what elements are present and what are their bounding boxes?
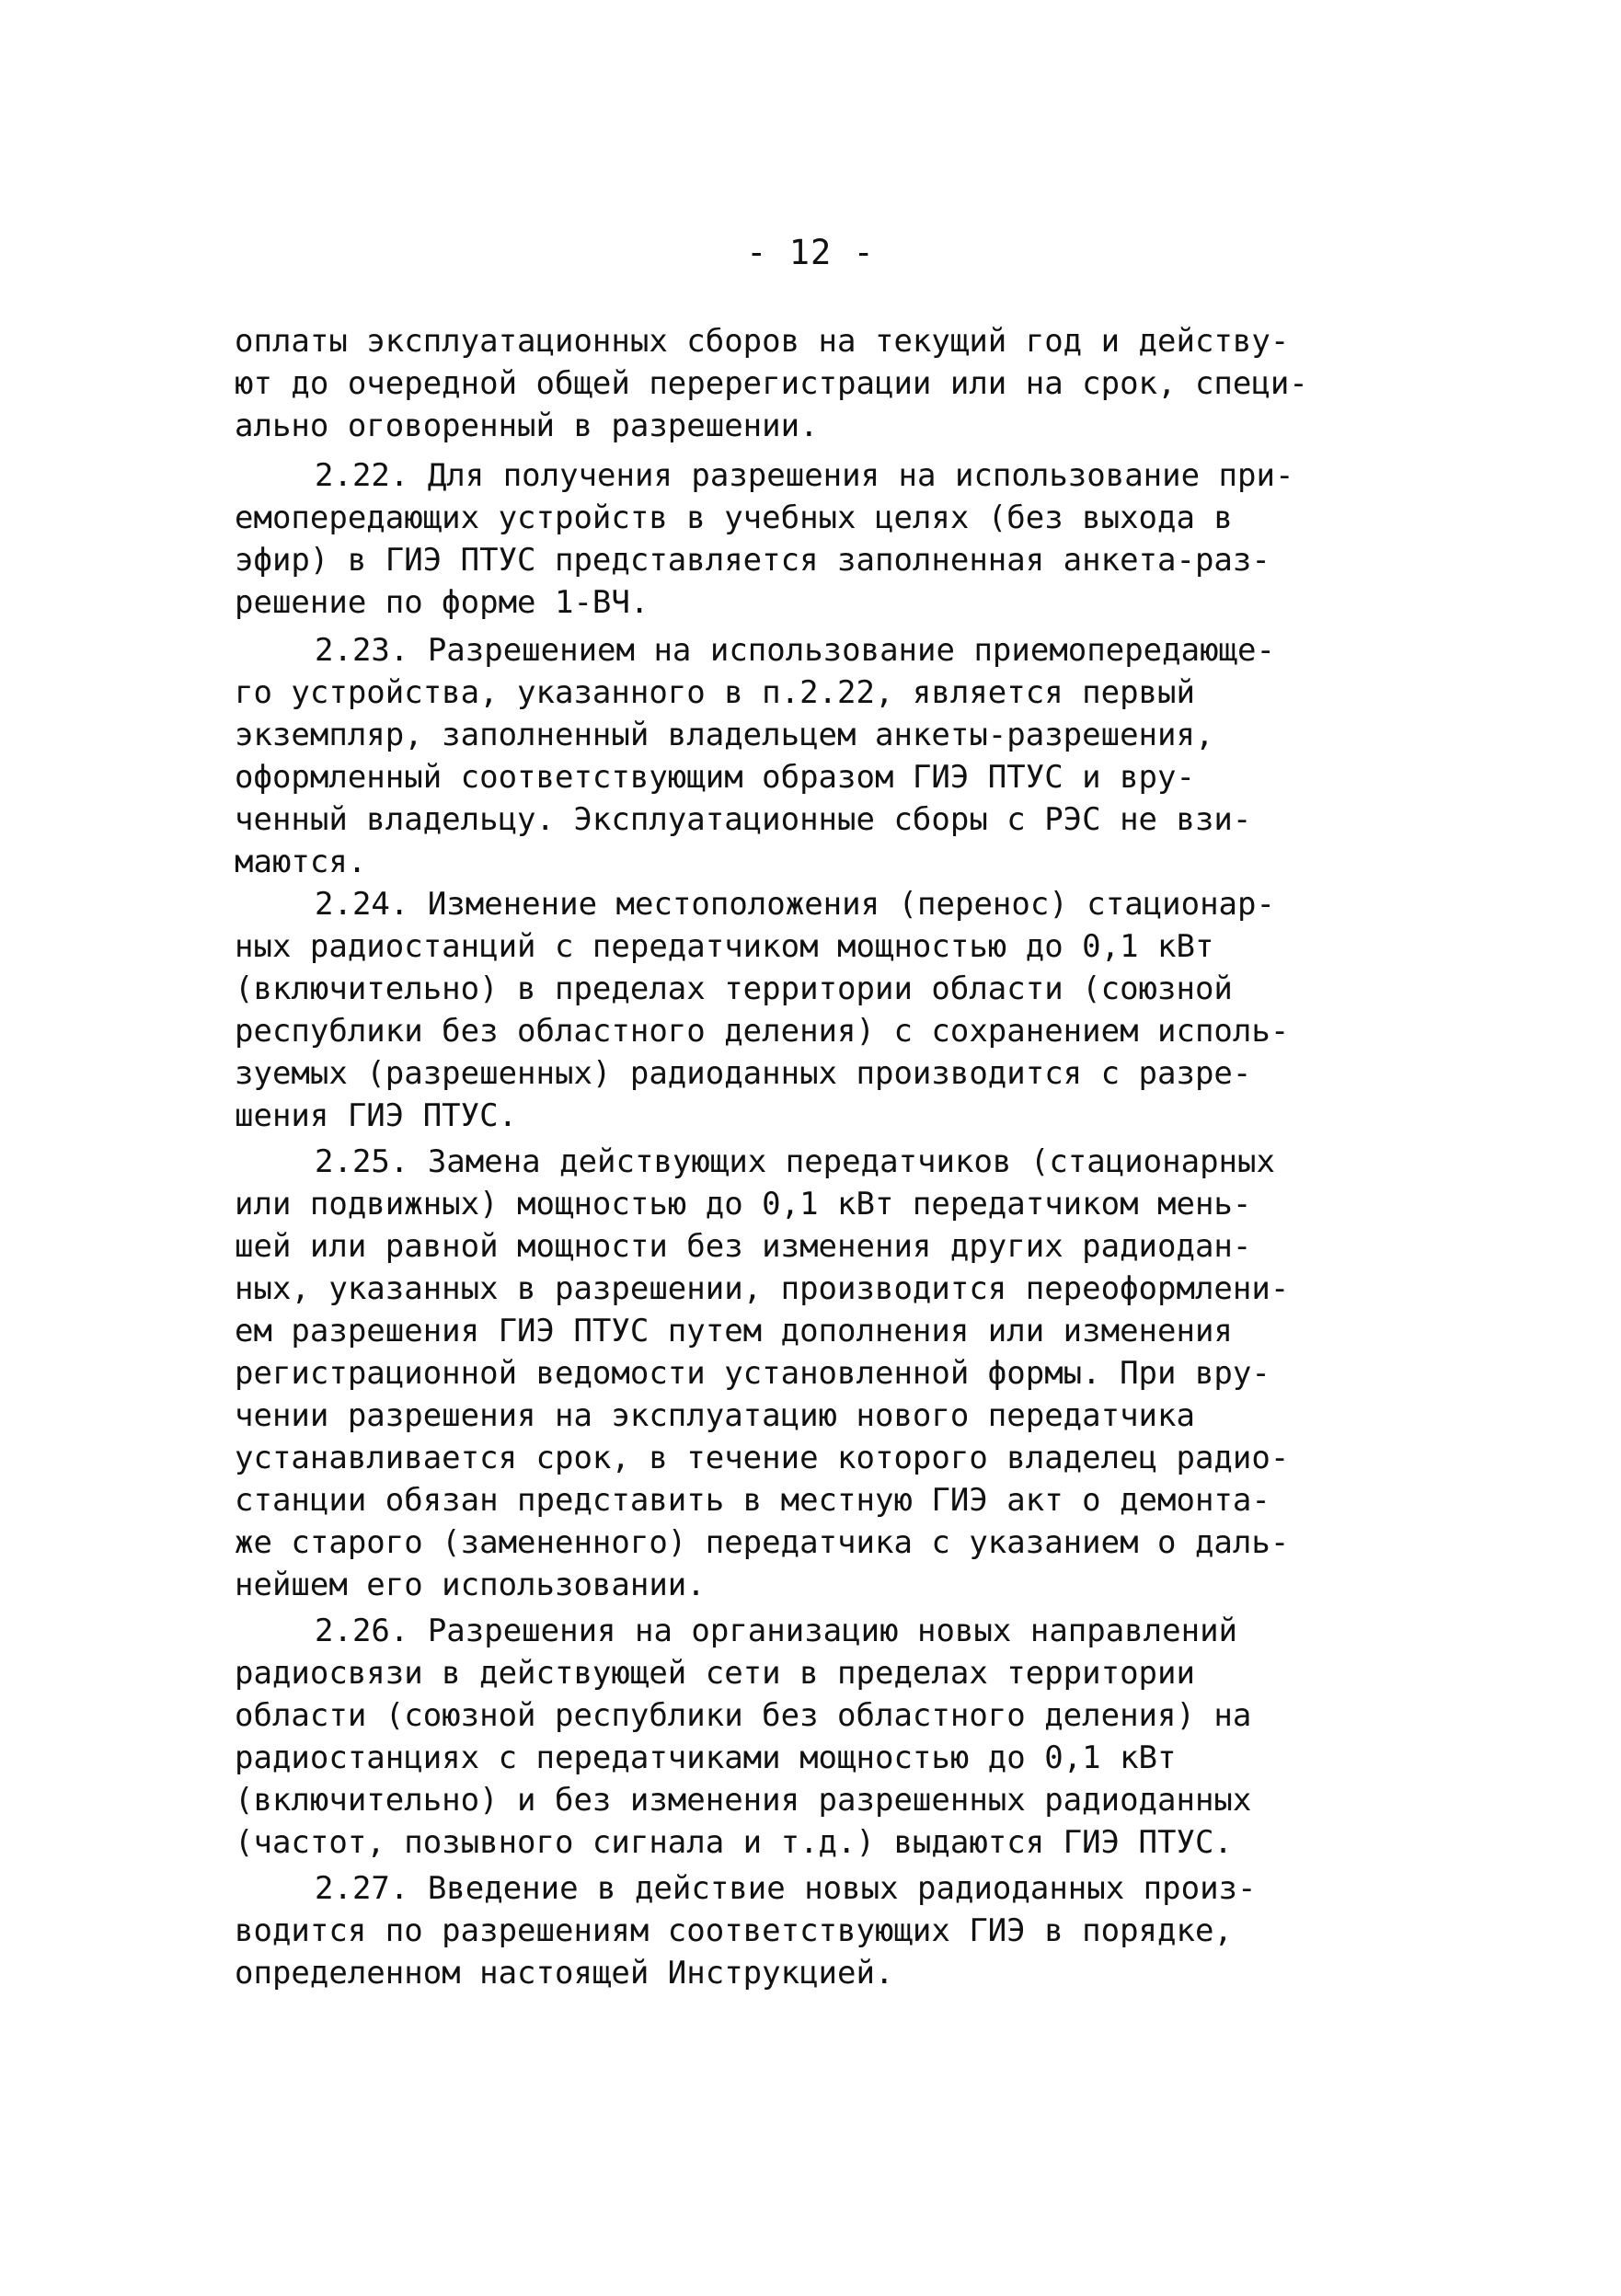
- text-line: го устройства, указанного в п.2.22, является первый: [235, 674, 1195, 711]
- page-number: - 12 -: [746, 233, 875, 272]
- text-line: (частот, позывного сигнала и т.д.) выдаются ГИЭ ПТУС.: [235, 1824, 1233, 1861]
- text-line: ных радиостанций с передатчиком мощностью до 0,1 кВт: [235, 928, 1214, 965]
- text-line: республики без областного деления) с сохранением исполь-: [235, 1013, 1290, 1050]
- paragraph-2-27-start: 2.27. Введение в действие новых радиоданных произ-: [315, 1870, 1257, 1907]
- paragraph-2-23-start: 2.23. Разрешением на использование приемопередающе-: [315, 632, 1275, 669]
- text-line: ют до очередной общей перерегистрации или на срок, специ-: [235, 365, 1308, 402]
- text-line: же старого (замененного) передатчика с указанием о даль-: [235, 1524, 1290, 1561]
- text-line: решение по форме 1-ВЧ.: [235, 584, 650, 621]
- paragraph-2-22-start: 2.22. Для получения разрешения на использование при-: [315, 457, 1294, 494]
- text-line: области (союзной республики без областного деления) на: [235, 1697, 1252, 1734]
- text-line: устанавливается срок, в течение которого владелец радио-: [235, 1440, 1290, 1476]
- text-line: чении разрешения на эксплуатацию нового передатчика: [235, 1397, 1195, 1434]
- text-line: ченный владельцу. Эксплуатационные сборы с РЭС не взи-: [235, 801, 1252, 838]
- text-line: (включительно) и без изменения разрешенных радиоданных: [235, 1782, 1252, 1819]
- text-line: ально оговоренный в разрешении.: [235, 408, 819, 444]
- text-line: регистрационной ведомости установленной формы. При вру-: [235, 1355, 1270, 1392]
- text-line: шей или равной мощности без изменения других радиодан-: [235, 1228, 1252, 1265]
- text-line: радиостанциях с передатчиками мощностью до 0,1 кВт: [235, 1739, 1177, 1776]
- text-line: нейшем его использовании.: [235, 1567, 706, 1603]
- paragraph-2-24-start: 2.24. Изменение местоположения (перенос) стационар-: [315, 886, 1275, 923]
- text-line: радиосвязи в действующей сети в пределах территории: [235, 1655, 1195, 1692]
- text-line: оформленный соответствующим образом ГИЭ ПТУС и вру-: [235, 759, 1195, 796]
- text-line: или подвижных) мощностью до 0,1 кВт передатчиком мень-: [235, 1186, 1252, 1223]
- text-line: оплаты эксплуатационных сборов на текущий год и действу-: [235, 323, 1290, 360]
- text-line: водится по разрешениям соответствующих ГИЭ в порядке,: [235, 1912, 1233, 1949]
- paragraph-2-26-start: 2.26. Разрешения на организацию новых направлений: [315, 1613, 1238, 1649]
- text-line: определенном настоящей Инструкцией.: [235, 1955, 894, 1992]
- text-line: зуемых (разрешенных) радиоданных производится с разре-: [235, 1055, 1252, 1092]
- paragraph-2-25-start: 2.25. Замена действующих передатчиков (стационарных: [315, 1143, 1275, 1180]
- text-line: станции обязан представить в местную ГИЭ акт о демонта-: [235, 1482, 1270, 1519]
- text-line: ных, указанных в разрешении, производится переоформлени-: [235, 1270, 1290, 1307]
- text-line: маются.: [235, 844, 367, 880]
- text-line: эфир) в ГИЭ ПТУС представляется заполненная анкета-раз-: [235, 542, 1270, 579]
- text-line: ем разрешения ГИЭ ПТУС путем дополнения или изменения: [235, 1313, 1233, 1349]
- text-line: экземпляр, заполненный владельцем анкеты-разрешения,: [235, 717, 1214, 753]
- text-line: шения ГИЭ ПТУС.: [235, 1097, 518, 1134]
- text-line: емопередающих устройств в учебных целях (без выхода в: [235, 499, 1233, 536]
- text-line: (включительно) в пределах территории области (союзной: [235, 970, 1233, 1007]
